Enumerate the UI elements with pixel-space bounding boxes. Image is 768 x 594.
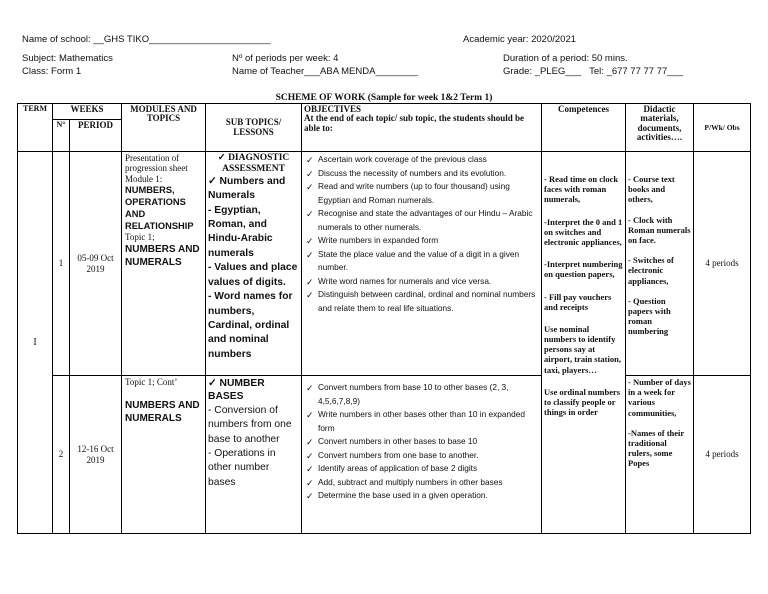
- col-period: PERIOD: [70, 120, 122, 152]
- objective-item: ✓ Read and write numbers (up to four thousand) using Egyptian and Roman numerals.: [306, 180, 539, 207]
- periods-per-week: Nº of periods per week: 4: [232, 53, 339, 64]
- objective-item: ✓ Determine the base used in a given operation.: [306, 489, 539, 503]
- objective-item: ✓ Convert numbers in other bases to base 10: [306, 435, 539, 449]
- competences-cell: [542, 152, 626, 534]
- subtopic-check-text: Numbers and Numerals: [208, 175, 286, 202]
- subtopics-cell: [206, 376, 302, 534]
- periods-value: 4 periods: [694, 152, 751, 376]
- module-cell: [122, 376, 206, 534]
- teacher-label: Name of Teacher: [232, 66, 305, 77]
- week-period: 12-16 Oct 2019: [70, 376, 122, 534]
- subtopic-item: - Operations in other number bases: [208, 447, 276, 488]
- competence-item: -Interpret the 0 and 1 on switches and electronic appliances,: [544, 216, 623, 247]
- col-competences: Competences: [542, 104, 626, 152]
- teacher-name: [232, 66, 418, 77]
- competence-item: -Interpret numbering on question papers,: [544, 259, 623, 280]
- competence-item: Use nominal numbers to identify persons say at airport, train station, taxi, players…: [544, 323, 621, 375]
- didactic-item: - Switches of electronic appliances,: [628, 255, 674, 286]
- didactic-item: - Number of days in a week for various communities,: [628, 377, 691, 418]
- week-no: 2: [53, 376, 70, 534]
- subtopic-item: - Conversion of numbers from one base to another: [208, 404, 292, 445]
- school-name: [22, 34, 271, 45]
- objective-item: ✓ Ascertain work coverage of the previous class: [306, 153, 539, 167]
- col-no: N°: [53, 120, 70, 152]
- objective-item: ✓ Write numbers in other bases other than 10 in expanded form: [306, 408, 539, 435]
- didactic-item: - Course text books and others,: [628, 174, 675, 205]
- objective-item: ✓ Discuss the necessity of numbers and its evolution.: [306, 167, 539, 181]
- module-cell: [122, 152, 206, 376]
- school-label: Name of school:: [22, 34, 94, 45]
- teacher-value: ___ABA MENDA________: [304, 66, 418, 77]
- tel-label: Tel:: [589, 66, 607, 77]
- module-topic-label: Topic 1;: [125, 232, 155, 243]
- competence-item: Use ordinal numbers to classify people or things in order: [544, 386, 621, 418]
- check-icon: ✓: [208, 378, 217, 389]
- didactic-item: - Clock with Roman numerals on face.: [628, 214, 691, 245]
- subtopics-cell: [206, 152, 302, 376]
- col-pwk: P/Wk/ Obs: [694, 104, 751, 152]
- module-topic-label: Topic 1; Cont’: [125, 377, 178, 387]
- check-icon: ✓: [217, 153, 226, 163]
- grade-value: _PLEG___: [534, 66, 582, 77]
- col-subtopics: SUB TOPICS/ LESSONS: [206, 104, 302, 152]
- objective-item: ✓ Identify areas of application of base 2 digits: [306, 462, 539, 476]
- col-modules: MODULES AND TOPICS: [122, 104, 206, 152]
- period-duration: Duration of a period: 50 mins.: [503, 53, 628, 64]
- objective-item: ✓ Distinguish between cardinal, ordinal and nominal numbers and relate them to real life situations.: [306, 288, 539, 315]
- module-topic: NUMBERS AND NUMERALS: [125, 400, 200, 425]
- objective-item: ✓ Write word names for numerals and vice versa.: [306, 275, 539, 289]
- col-weeks: WEEKS: [53, 104, 122, 120]
- col-term: TERM: [18, 104, 53, 152]
- week-period: 05-09 Oct 2019: [70, 152, 122, 376]
- school-value: __GHS TIKO_______________________: [93, 34, 271, 45]
- module-title: NUMBERS, OPERATIONS AND RELATIONSHIP: [125, 185, 194, 232]
- objective-item: ✓ Recognise and state the advantages of our Hindu – Arabic numerals to other numerals.: [306, 207, 539, 234]
- competence-item: - Fill pay vouchers and receipts: [544, 291, 612, 312]
- col-didactic: Didactic materials, documents, activities….: [626, 104, 694, 152]
- diagnostic-assessment: [208, 153, 299, 175]
- class: Class: Form 1: [22, 66, 82, 77]
- academic-year: Academic year: 2020/2021: [463, 34, 577, 45]
- objectives-cell: [302, 152, 542, 376]
- subtopic-numbers: [208, 175, 299, 204]
- objective-item: ✓ State the place value and the value of a digit in a given number.: [306, 248, 539, 275]
- scheme-table: [17, 103, 751, 534]
- subtopic-item: - Word names for numbers, Cardinal, ordinal and nominal numbers: [208, 291, 293, 360]
- didactic-item: - Question papers with roman numbering: [628, 295, 671, 337]
- subject: Subject: Mathematics: [22, 53, 113, 64]
- objective-item: ✓ Convert numbers from one base to another.: [306, 449, 539, 463]
- objectives-subtitle: At the end of each topic/ sub topic, the students should be able to:: [304, 113, 525, 133]
- module-topic: NUMBERS AND NUMERALS: [125, 243, 200, 268]
- check-icon: ✓: [208, 175, 217, 187]
- subtopic-item: - Values and place values of digits.: [208, 262, 298, 288]
- subtopic-head: DIAGNOSTIC ASSESSMENT: [222, 153, 290, 174]
- number-bases: [208, 377, 299, 404]
- objectives-title: OBJECTIVES: [304, 104, 362, 114]
- subtopic-head: NUMBER BASES: [208, 378, 265, 403]
- tel-value: _677 77 77 77___: [606, 66, 684, 77]
- grade-tel: [503, 66, 683, 77]
- didactic-item: -Names of their traditional rulers, some Popes: [628, 427, 685, 469]
- week-no: 1: [53, 152, 70, 376]
- table-row: [18, 152, 751, 376]
- table-row: [18, 376, 751, 534]
- competence-item: - Read time on clock faces with roman numerals,: [544, 174, 619, 205]
- periods-value: 4 periods: [694, 376, 751, 534]
- objective-item: ✓ Add, subtract and multiply numbers in other bases: [306, 476, 539, 490]
- objective-item: ✓ Convert numbers from base 10 to other bases (2, 3, 4,5,6,7,8,9): [306, 381, 539, 408]
- col-objectives: [302, 104, 542, 152]
- objectives-cell: [302, 376, 542, 534]
- document-title: SCHEME OF WORK (Sample for week 1&2 Term 1): [275, 93, 493, 103]
- objective-item: ✓ Write numbers in expanded form: [306, 234, 539, 248]
- term-value: I: [18, 152, 53, 534]
- didactic-cell: [626, 152, 694, 376]
- grade-label: Grade:: [503, 66, 535, 77]
- subtopic-item: - Egyptian, Roman, and Hindu-Arabic numerals: [208, 204, 273, 259]
- module-intro: Presentation of progression sheet Module 1:: [125, 153, 188, 184]
- didactic-cell: [626, 376, 694, 534]
